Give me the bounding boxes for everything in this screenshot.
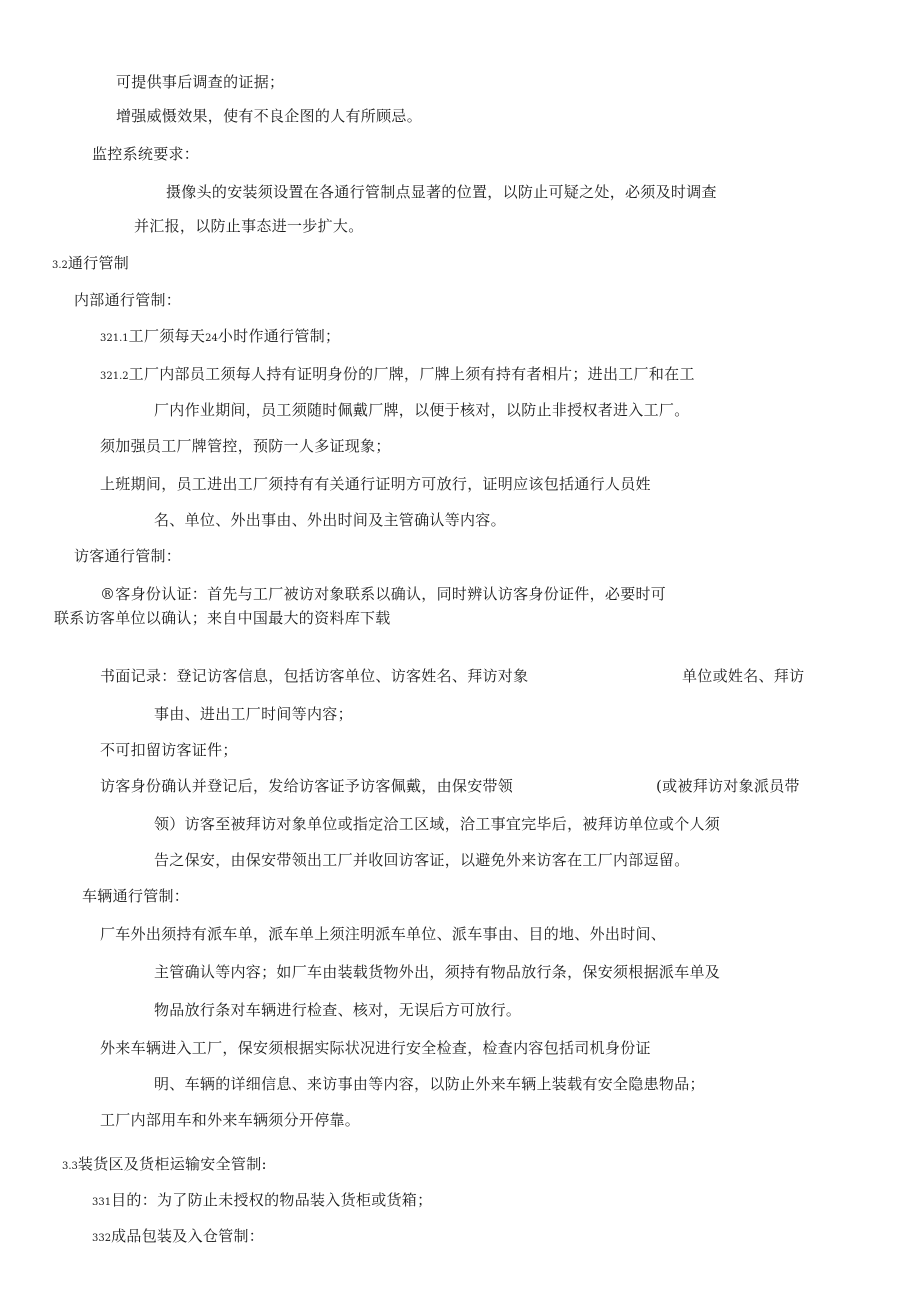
clause-line xyxy=(92,1226,264,1249)
section-title: 装货区及货柜运输安全管制: xyxy=(77,1155,267,1173)
clause-line xyxy=(92,1190,432,1213)
subsection-heading: 内部通行管制： xyxy=(74,291,182,309)
clause-number: 321.2 xyxy=(100,371,129,382)
text-line: 可提供事后调查的证据； xyxy=(116,73,285,91)
text-line: 主管确认等内容；如厂车由装载货物外出，须持有物品放行条，保安须根据派车单及 xyxy=(154,963,721,981)
text-line: 工厂内部用车和外来车辆须分开停靠。 xyxy=(100,1111,361,1129)
text-line: 告之保安，由保安带领出工厂并收回访客证，以避免外来访客在工厂内部逗留。 xyxy=(154,851,690,869)
section-number: 3.3 xyxy=(62,1161,78,1172)
text-line: 物品放行条对车辆进行检查、核对，无误后方可放行。 xyxy=(154,1001,522,1019)
text-line: 事由、进出工厂时间等内容； xyxy=(154,705,353,723)
clause-text: 小时作通行管制； xyxy=(217,327,341,345)
text-line: 书面记录：登记访客信息，包括访客单位、访客姓名、拜访对象 xyxy=(100,667,529,685)
text-line: 厂车外出须持有派车单，派车单上须注明派车单位、派车事由、目的地、外出时间、 xyxy=(100,925,667,943)
text-line: ®客身份认证：首先与工厂被访对象联系以确认，同时辨认访客身份证件，必要时可 xyxy=(100,585,667,603)
clause-text: 目的：为了防止未授权的物品装入货柜或货箱； xyxy=(111,1191,433,1209)
text-line: 并汇报，以防止事态进一步扩大。 xyxy=(134,217,364,235)
text-line: 摄像头的安装须设置在各通行管制点显著的位置，以防止可疑之处，必须及时调查 xyxy=(166,183,717,201)
text-line: 明、车辆的详细信息、来访事由等内容，以防止外来车辆上装载有安全隐患物品； xyxy=(154,1075,705,1093)
text-line: 须加强员工厂牌管控，预防一人多证现象； xyxy=(100,437,391,455)
clause-number: 332 xyxy=(92,1233,112,1244)
subsection-heading: 车辆通行管制： xyxy=(82,887,190,905)
section-heading: 监控系统要求： xyxy=(92,145,200,163)
section-heading xyxy=(62,1154,267,1177)
clause-number: 331 xyxy=(92,1197,112,1208)
section-title: 通行管制 xyxy=(67,254,130,272)
section-heading xyxy=(52,253,129,276)
text-line: 不可扣留访客证件； xyxy=(100,741,238,759)
section-number: 3.2 xyxy=(52,260,68,271)
clause-text: 工厂须每天 xyxy=(128,327,206,345)
text-line: 名、单位、外出事由、外出时间及主管确认等内容。 xyxy=(154,511,506,529)
text-line: 增强威慑效果，使有不良企图的人有所顾忌。 xyxy=(116,107,423,125)
text-line: 访客身份确认并登记后，发给访客证予访客佩戴，由保安带领 xyxy=(100,777,514,795)
clause-line xyxy=(100,326,340,349)
subsection-heading: 访客通行管制： xyxy=(74,547,182,565)
text-line: 外来车辆进入工厂，保安须根据实际状况进行安全检查，检查内容包括司机身份证 xyxy=(100,1039,651,1057)
clause-text: 工厂内部员工须每人持有证明身份的厂牌，厂牌上须有持有者相片；进出工厂和在工 xyxy=(128,365,695,383)
text-line: 厂内作业期间，员工须随时佩戴厂牌，以便于核对，以防止非授权者进入工厂。 xyxy=(154,401,690,419)
clause-text: 成品包装及入仓管制： xyxy=(111,1227,265,1245)
clause-number: 321.1 xyxy=(100,333,129,344)
clause-hours: 24 xyxy=(205,333,218,344)
text-line: (或被拜访对象派员带 xyxy=(656,777,800,795)
text-line: 联系访客单位以确认；来自中国最大的资料库下载 xyxy=(54,609,391,627)
clause-line xyxy=(100,364,695,387)
text-line: 领）访客至被拜访对象单位或指定洽工区域，洽工事宜完毕后，被拜访单位或个人须 xyxy=(154,815,721,833)
text-line: 单位或姓名、拜访 xyxy=(682,667,805,685)
text-line: 上班期间，员工进出工厂须持有有关通行证明方可放行，证明应该包括通行人员姓 xyxy=(100,475,651,493)
